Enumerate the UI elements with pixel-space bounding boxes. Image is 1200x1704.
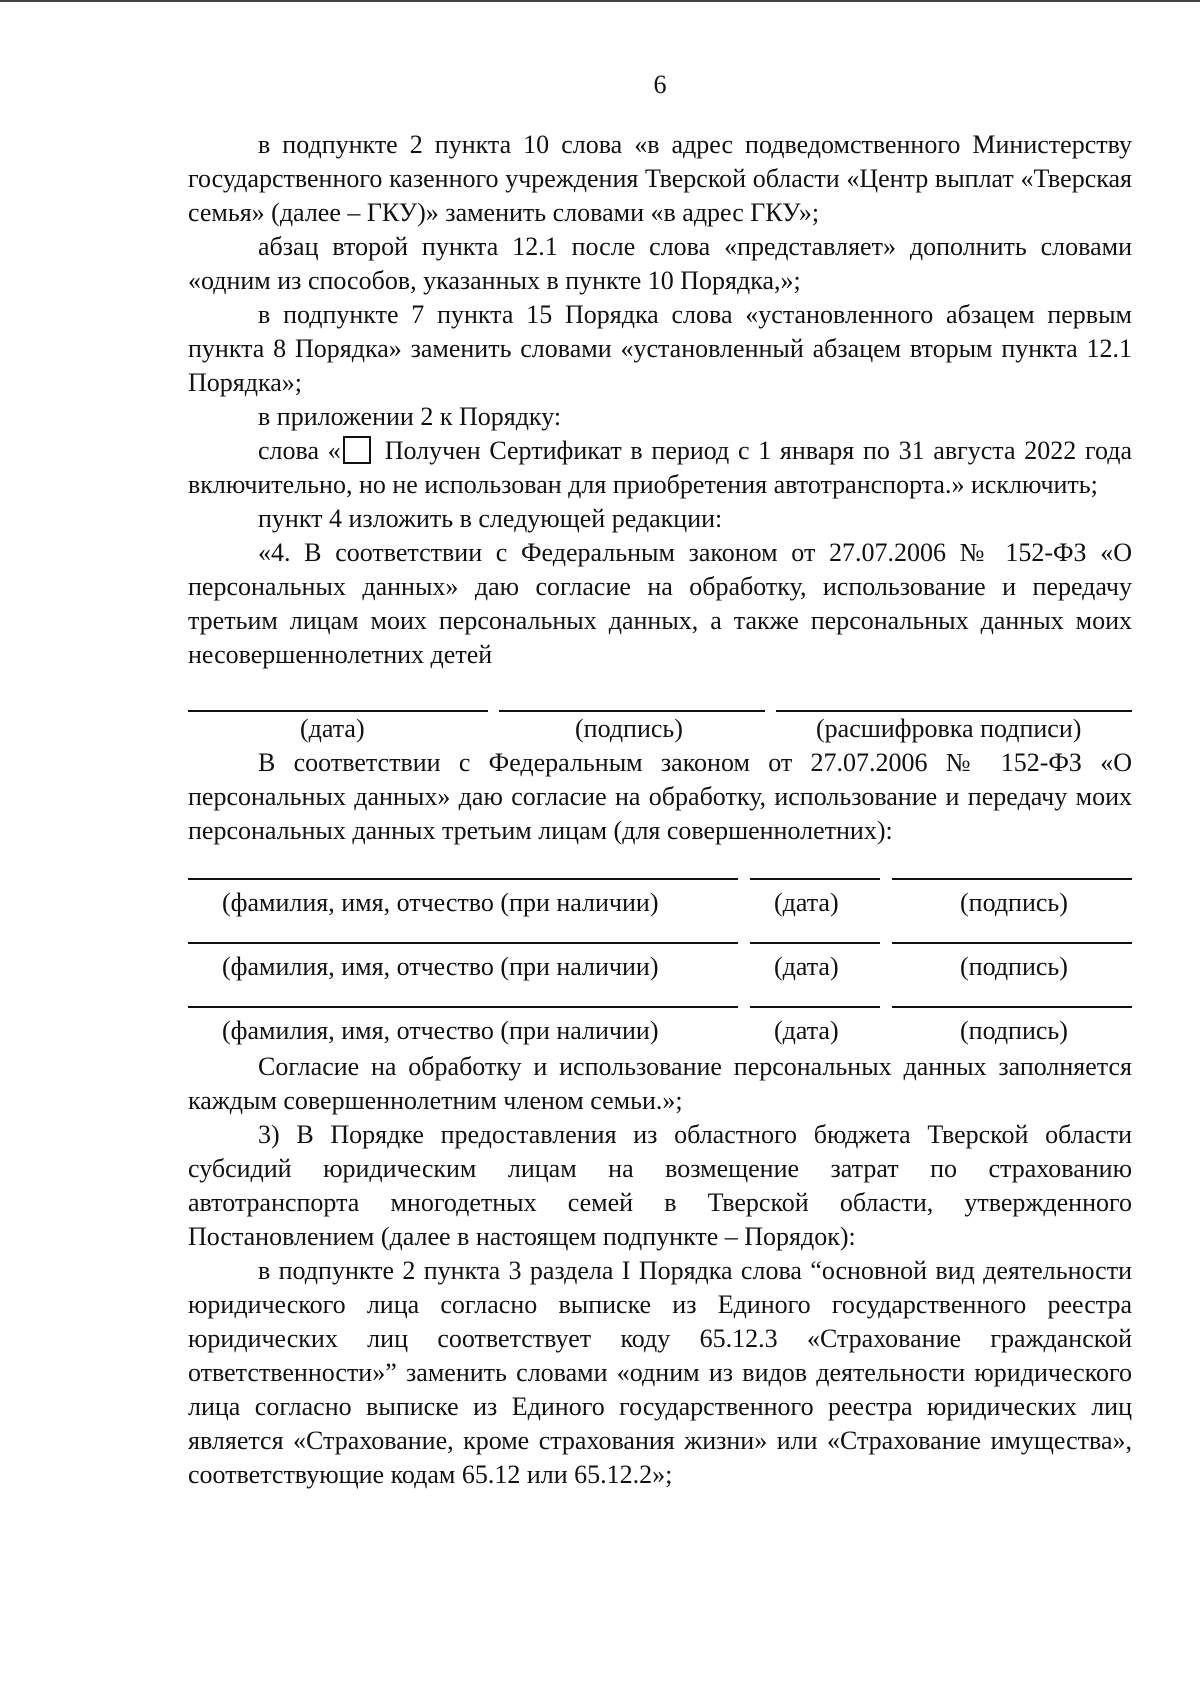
- checkbox-square: [343, 436, 371, 464]
- paragraph-adult-consent: В соответствии с Федеральным законом от 27.07.2006 № 152-ФЗ «О персональных данных» даю согласие на обработку, использование и передачу моих персональных данных третьим лицам (для совершеннолетних):: [188, 748, 1132, 845]
- paragraph-point-12-1: абзац второй пункта 12.1 после слова «представляет» дополнить словами «одним из способов, указанных в пункте 10 Порядка,»;: [188, 232, 1132, 295]
- paragraph-consent-note: Согласие на обработку и использование персональных данных заполняется каждым совершеннолетним членом семьи.»;: [188, 1052, 1132, 1115]
- paragraph-point-4-intro: пункт 4 изложить в следующей редакции:: [258, 504, 723, 533]
- fio-row-labels: [188, 950, 1132, 984]
- signature-labels: [188, 712, 1132, 746]
- paragraph-subpoint-2-point-10: в подпункте 2 пункта 10 слова «в адрес подведомственного Министерству государственного казенного учреждения Тверской области «Центр выплат «Тверская семья» (далее – ГКУ)» заменить словами «в адрес ГКУ»;: [188, 130, 1132, 227]
- fio-row: [188, 878, 1132, 942]
- fio-date-label: (дата): [774, 888, 839, 917]
- fio-signature-label: (подпись): [960, 888, 1068, 917]
- decoding-label: (расшифровка подписи): [816, 714, 1082, 743]
- paragraph-subpoint-2-point-3: в подпункте 2 пункта 3 раздела I Порядка слова “основной вид деятельности юридического лица согласно выписке из Единого государственного реестра юридических лиц соответствует коду 65.12.3 «Страхование гражданской ответственности»” заменить словами «одним из видов деятельности юридического лица согласно выписке из Единого государственного реестра юридических лиц является «Страхование, кроме страхования жизни» или «Страхование имущества», соответствующие кодам 65.12 или 65.12.2»;: [188, 1256, 1132, 1489]
- fio-line: [188, 1006, 738, 1008]
- signature-label: (подпись): [575, 714, 683, 743]
- page-number: 6: [653, 70, 667, 99]
- fio-date-label: (дата): [774, 952, 839, 981]
- fio-row-lines: [188, 942, 1132, 944]
- paragraph-appendix-2: в приложении 2 к Порядку:: [258, 402, 562, 431]
- fio-signature-label: (подпись): [960, 1016, 1068, 1045]
- fio-signature-line: [892, 878, 1132, 880]
- fio-row-lines: [188, 1006, 1132, 1008]
- paragraph-checkbox-words: [188, 434, 1132, 502]
- fio-row-lines: [188, 878, 1132, 880]
- fio-date-line: [750, 878, 880, 880]
- fio-date-line: [750, 942, 880, 944]
- fio-row-labels: [188, 886, 1132, 920]
- fio-signature-label: (подпись): [960, 952, 1068, 981]
- paragraph-item-3: 3) В Порядке предоставления из областного бюджета Тверской области субсидий юридическим лицам на возмещение затрат по страхованию автотранспорта многодетных семей в Тверской области, утвержденного Постановлением (далее в настоящем подпункте – Порядок):: [188, 1120, 1132, 1251]
- fio-row-labels: [188, 1014, 1132, 1048]
- fio-signature-line: [892, 942, 1132, 944]
- checkbox-para-before: слова «: [258, 436, 341, 465]
- fio-line: [188, 878, 738, 880]
- fio-label: (фамилия, имя, отчество (при наличии): [222, 888, 659, 917]
- fio-date-label: (дата): [774, 1016, 839, 1045]
- paragraph-point-4-consent: «4. В соответствии с Федеральным законом от 27.07.2006 № 152-ФЗ «О персональных данных» даю согласие на обработку, использование и передачу третьим лицам моих персональных данных, а также персональных данных моих несовершеннолетних детей: [188, 538, 1132, 669]
- paragraph-subpoint-7-point-15: в подпункте 7 пункта 15 Порядка слова «установленного абзацем первым пункта 8 Порядка» заменить словами «установленный абзацем вторым пункта 12.1 Порядка»;: [188, 300, 1132, 397]
- document-body: [188, 128, 1132, 1492]
- fio-signature-line: [892, 1006, 1132, 1008]
- fio-row: [188, 942, 1132, 1006]
- fio-line: [188, 942, 738, 944]
- fio-date-line: [750, 1006, 880, 1008]
- date-label: (дата): [300, 714, 365, 743]
- scan-edge-line: [0, 0, 1200, 2]
- fio-label: (фамилия, имя, отчество (при наличии): [222, 1016, 659, 1045]
- fio-row: [188, 1006, 1132, 1050]
- fio-label: (фамилия, имя, отчество (при наличии): [222, 952, 659, 981]
- checkbox-para-after: Получен Сертификат в период с 1 января по 31 августа 2022 года включительно, но не использован для приобретения автотранспорта.» исключить;: [188, 436, 1132, 499]
